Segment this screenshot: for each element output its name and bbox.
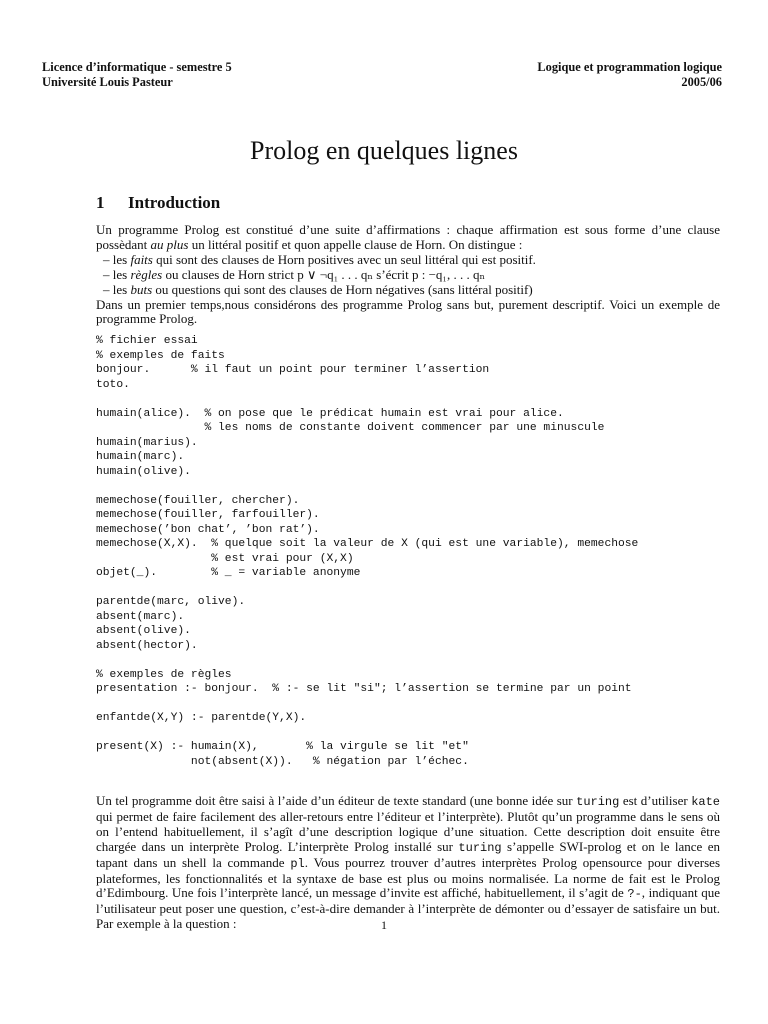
code-line: humain(alice). % on pose que le prédicat humain est vrai pour alice. <box>96 407 564 420</box>
document-title: Prolog en quelques lignes <box>250 136 518 165</box>
inline-code: kate <box>691 795 720 809</box>
list-text: ou clauses de Horn strict p ∨ ¬q₁ . . . qₙ s’écrit p : −q₁, . . . qₙ <box>162 266 486 282</box>
header-year: 2005/06 <box>681 75 722 89</box>
list-text: les <box>109 281 131 297</box>
list-text: les <box>109 266 131 282</box>
list-emphasis: faits <box>130 251 153 267</box>
code-block <box>96 334 726 769</box>
code-line: % est vrai pour (X,X) <box>96 552 354 565</box>
list-text: qui sont des clauses de Horn positives avec un seul littéral qui est positif. <box>152 251 536 267</box>
body-paragraph <box>96 794 720 932</box>
code-line: memechose(fouiller, farfouiller). <box>96 509 320 521</box>
inline-code: ?- <box>627 887 642 902</box>
code-line: memechose(fouiller, chercher). <box>96 494 300 507</box>
paragraph-text: qui permet de faire facilement des aller-retours entre l’éditeur et l’interprète). Plutôt qu’un programme dans le sens où on l’entend habituellement, il s’agît d’une description logique d’une situation. Cette description doit ensuite être chargée dans un interprète Prolog. L’interprète Prolog installé sur <box>96 808 720 854</box>
paragraph-text: est d’utiliser <box>619 793 692 808</box>
code-line: toto. <box>96 378 130 391</box>
paragraph-text: , indiquant que l’utilisateur peut poser une question, c’est-à-dire demander à l’interprète de démonter ou d’essayer de satisfaire un but. Par exemple à la question : <box>96 885 720 932</box>
code-line: % exemples de faits <box>96 349 225 362</box>
page-number: 1 <box>381 918 387 932</box>
inline-code: turing <box>458 840 502 855</box>
code-line: enfantde(X,Y) :- parentde(Y,X). <box>96 712 307 724</box>
code-line: humain(marc). <box>96 451 185 463</box>
list-dash: – <box>103 266 110 282</box>
intro-text-a: Un programme Prolog est constitué d’une suite d’affirmations : chaque affirmation est sous forme d’une clause possèdant <box>96 222 720 252</box>
paragraph <box>96 794 720 932</box>
intro-text-b: un littéral positif et quon appelle clause de Horn. On distingue : <box>188 236 523 252</box>
list-text: les <box>109 251 131 267</box>
code-line: objet(_). % _ = variable anonyme <box>96 567 361 579</box>
section-title: Introduction <box>128 193 221 212</box>
intro-paragraph <box>96 223 720 253</box>
section-number: 1 <box>96 193 105 212</box>
code-line: % exemples de règles <box>96 668 232 681</box>
list-dash: – <box>103 281 110 297</box>
code-line: parentde(marc, olive). <box>96 596 246 608</box>
list-item <box>96 283 720 298</box>
list-dash: – <box>103 251 110 267</box>
code-line: present(X) :- humain(X), % la virgule se lit "et" <box>96 741 469 753</box>
code-line: absent(hector). <box>96 639 198 652</box>
section-heading <box>96 191 220 215</box>
paragraph-text: s’appelle SWI-prolog et on le lance en tapant dans un shell la commande <box>96 838 720 870</box>
code-line: % fichier essai <box>96 335 198 347</box>
list-item <box>96 253 720 268</box>
intro-block <box>96 223 720 327</box>
header-course: Licence d’informatique - semestre 5 <box>42 60 232 74</box>
code-line: absent(olive). <box>96 625 191 637</box>
intro-paragraph-2: Dans un premier temps,nous considérons des programme Prolog sans but, purement descriptif. Voici un exemple de programme Prolog. <box>96 296 720 327</box>
code-line: absent(marc). <box>96 610 185 623</box>
paragraph-text: Un tel programme doit être saisi à l’aide d’un éditeur de texte standard (une bonne idée sur <box>96 793 577 808</box>
code-line: % les noms de constante doivent commencer par une minuscule <box>96 422 605 434</box>
code-line: humain(olive). <box>96 465 191 478</box>
list-emphasis: règles <box>130 266 163 282</box>
code-line: memechose(’bon chat’, ’bon rat’). <box>96 523 320 536</box>
header-university: Université Louis Pasteur <box>42 75 173 89</box>
code-line: presentation :- bonjour. % :- se lit "si"; l’assertion se termine par un point <box>96 683 632 695</box>
paragraph-text: . Vous pourrez trouver d’autres interprètes Prolog opensource pour diverses plateformes, les fonctionnalités et la syntaxe de base est plus ou moins normalisée. La norme de fait est le Prolog d’Edimbourg. Une fois l’interprète lancé, un message d’invite est affiché, habituellement, il s’agit de <box>96 854 721 901</box>
inline-code: pl <box>290 856 305 871</box>
code-line: humain(marius). <box>96 436 198 449</box>
header-left <box>42 60 232 90</box>
page-header <box>42 60 722 90</box>
list-item <box>96 268 720 283</box>
header-subject: Logique et programmation logique <box>537 60 722 74</box>
intro-emphasis: au plus <box>150 236 189 252</box>
code-line: memechose(X,X). % quelque soit la valeur de X (qui est une variable), memechose <box>96 538 639 550</box>
list-text: ou questions qui sont des clauses de Horn négatives (sans littéral positif) <box>152 281 533 297</box>
code-line: not(absent(X)). % négation par l’échec. <box>96 755 469 768</box>
inline-code: turing <box>576 795 620 809</box>
list-emphasis: buts <box>130 281 153 297</box>
code-line: bonjour. % il faut un point pour terminer l’assertion <box>96 364 490 376</box>
header-right <box>537 60 722 90</box>
